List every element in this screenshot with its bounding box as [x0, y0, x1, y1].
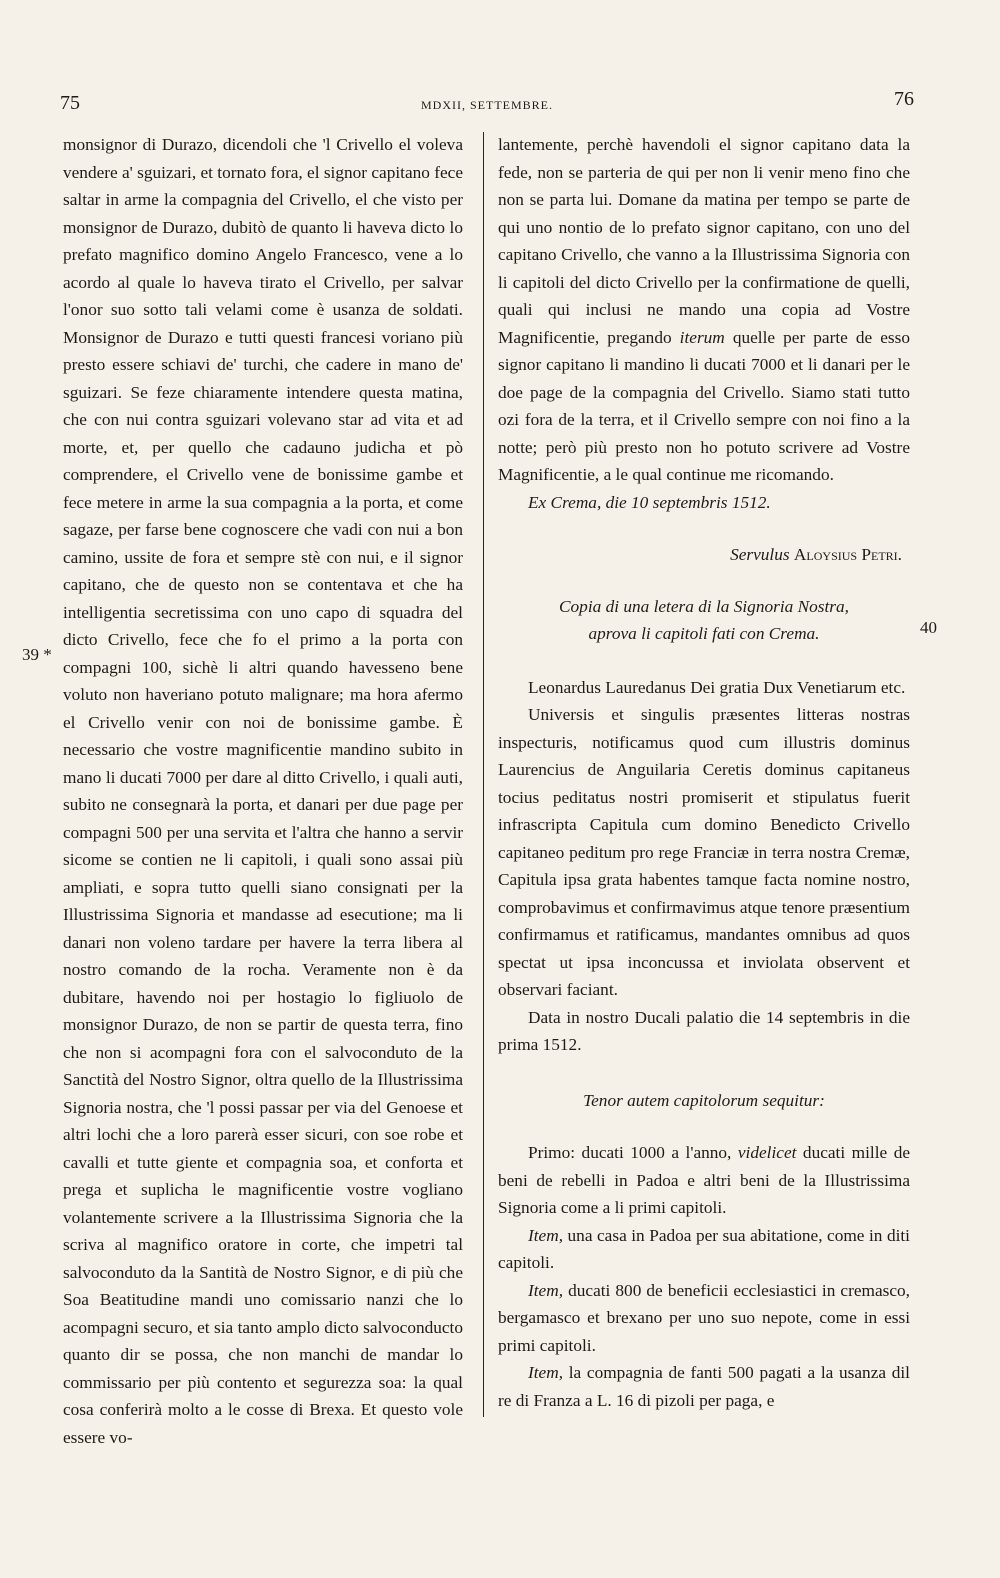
chapter-primo-text-1: Primo: ducati 1000 a l'anno,: [528, 1143, 738, 1162]
chapter-item-casa: [498, 1222, 910, 1277]
copy-title-line-1: Copia di una letera di la Signoria Nostra,: [559, 596, 849, 616]
copy-title-line-2: aprova li capitoli fati con Crema.: [588, 624, 820, 643]
chapter-item-beneficii-text: ducati 800 de beneficii ecclesiastici in cremasco, bergamasco et brexano per uno suo nepote, come in essi primi capitoli.: [498, 1280, 910, 1355]
doge-intitulation: Leonardus Lauredanus Dei gratia Dux Venetiarum etc.: [528, 677, 906, 697]
running-head: MDXII, SETTEMBRE.: [421, 98, 553, 112]
margin-number-right: 40: [920, 618, 937, 637]
tenor-heading: Tenor autem capitolorum sequitur:: [583, 1090, 825, 1110]
page-number-right: 76: [894, 88, 914, 110]
latin-decree: Universis et singulis præsentes litteras nostras inspecturis, notificamus quod cum illustris dominus Laurencius de Anguilaria Ceretis dominus capitaneus tocius peditatus nostri promiserit et stipulatus fuerit infrascripta Capitula cum domino Benedicto Crivello capitaneo peditum pro rege Franciæ in terra nostra Cremæ, Capitula ipsa grata habentes tamque facta nomine nostro, comprobavimus et confirmavimus atque tenore præsentium confirmamus et ratificamus, mandantes omnibus ad quos spectat ut ipsa inconcussa et inviolata observent et observari faciant.: [498, 705, 910, 999]
right-column: [498, 131, 910, 1414]
item-word: Item,: [528, 1363, 564, 1382]
item-word: Item,: [528, 1280, 564, 1300]
iterum-word: iterum: [679, 327, 725, 347]
chapter-item-compagnia-text: la compagnia de fanti 500 pagati a la usanza dil re di Franza a L. 16 di pizoli per paga, e: [498, 1363, 910, 1410]
signature-name: Aloysius Petri.: [793, 545, 902, 564]
letter-body-part-2: quelle per parte de esso signor capitano li mandino li ducati 7000 et li danari per le doe page de la compagnia del Crivello. Siamo stati tutto ozi fora de la terra, et il Crivello sempre con noi fino a la notte; però più presto non ho potuto scrivere ad Vostre Magnificentie, a le qual continue me ricomando.: [498, 327, 910, 484]
left-column-text: monsignor di Durazo, dicendoli che 'l Crivello el voleva vendere a' sguizari, et tornato fora, el signor capitano fece saltar in arme la compagnia del Crivello, el che visto per monsignor de Durazo, dubitò de quanto li haveva dicto lo prefato magnifico domino Angelo Francesco, vene a lo acordo al quale lo haveva tirato el Crivello, per salvar l'onor suo sotto tali velami come è usanza de soldati. Monsignor de Durazo e tutti questi francesi voriano più presto essere schiavi de' turchi, che cadere in mano de' sguizari. Se feze chiaramente intendere questa matina, che con nui contra sguizari volevano star ad vita et ad morte, et, per quello che cadauno judicha et pò comprendere, el Crivello vene de bonissime gambe et fece metere in arme la sua compagnia a la porta, et come sagaze, per farse bene cognoscere che vadi con nui a bon camino, ussite de fora et sempre stè con nui, e il signor capitano, che de questo non se contentava et che ha intelligentia secretissima con uno capo di squadra del dicto Crivello, fece che fo el primo a la porta con compagni 100, sichè li altri quando havesseno bene voluto non haveriano potuto malignare; ma hora afermo el Crivello venir con noi de bonissime gambe. È necessario che vostre magnificentie mandino subito in mano li ducati 7000 per dare al ditto Crivello, i quali auti, subito ne consegnarà la porta, et danari per due page per compagni 500 per una servita et l'altra che hanno a servir sicome se contien ne li capitoli, i quali sono assai più ampliati, e sopra tutto quelli siano consignati per la Illustrissima Signoria et mandasse ad esecutione; ma li danari non voleno tardare per havere la terra libera al nostro comando de la rocha. Veramente non è da dubitare, havendo noi per hostagio lo figliuolo de monsignor Durazo, de non se partir de questa terra, fino che non si acompagni fora con el salvoconduto de la Sanctità del Nostro Signor, oltra quello de la Illustrissima Signoria nostra, che 'l possi passar per via del Genoese et altri lochi che a loro parerà esser sicuri, con soe robe et cavalli et tutte giente et compagnia soa, et conforta et prega et suplicha le magnificentie vostre vogliano volantemente scrivere a la Illustrissima Signoria che la scriva al magnifico oratore in corte, che impetri tal salvoconduto da la Santità de Nostro Signor, e di più che Soa Beatitudine mandi uno comissario nanzi che lo acompagni securo, et sia tanto amplo dicto salvoconducto quanto dir se possa, che non manchi de mandar lo commissario per più contento et segurezza soa: la qual cosa conferirà molto a le cosse di Brexa. Et questo vole essere vo-: [63, 135, 463, 1447]
decree-date: Data in nostro Ducali palatio die 14 septembris in die prima 1512.: [498, 1007, 910, 1054]
signature: [498, 541, 910, 569]
left-column: [63, 131, 463, 1451]
letter-body-part-1: lantemente, perchè havendoli el signor capitano data la fede, non se parteria de qui per non li venir meno fino che non se parta lui. Domane da matina per tempo se parte de qui uno nontio de lo prefato signor capitano, con uno del capitano Crivello, che vanno a la Illustrissima Signoria con li capitoli del dicto Crivello per la confirmatione de quelli, quali qui inclusi ne mando una copia ad Vostre Magnificentie, pregando: [498, 135, 910, 347]
chapter-primo-text-2: ducati mille de beni de rebelli in Padoa e altri beni de la Illustrissima Signoria come a li primi capitoli.: [498, 1143, 911, 1217]
chapter-item-casa-text: una casa in Padoa per sua abitatione, come in diti capitoli.: [498, 1225, 910, 1272]
letter-body-paragraph: [498, 131, 910, 489]
chapter-item-beneficii: [498, 1277, 910, 1360]
signature-servulus: Servulus: [730, 545, 790, 564]
column-divider: [483, 132, 484, 1417]
margin-number-left: 39 *: [22, 645, 52, 664]
chapter-primo: [498, 1139, 910, 1222]
chapter-item-compagnia: [498, 1359, 910, 1414]
page-number-left: 75: [60, 92, 80, 114]
dateline: Ex Crema, die 10 septembris 1512.: [528, 492, 771, 512]
page-header: [60, 88, 914, 122]
videlicet-word: videlicet: [737, 1143, 797, 1162]
item-word: Item,: [528, 1225, 564, 1245]
